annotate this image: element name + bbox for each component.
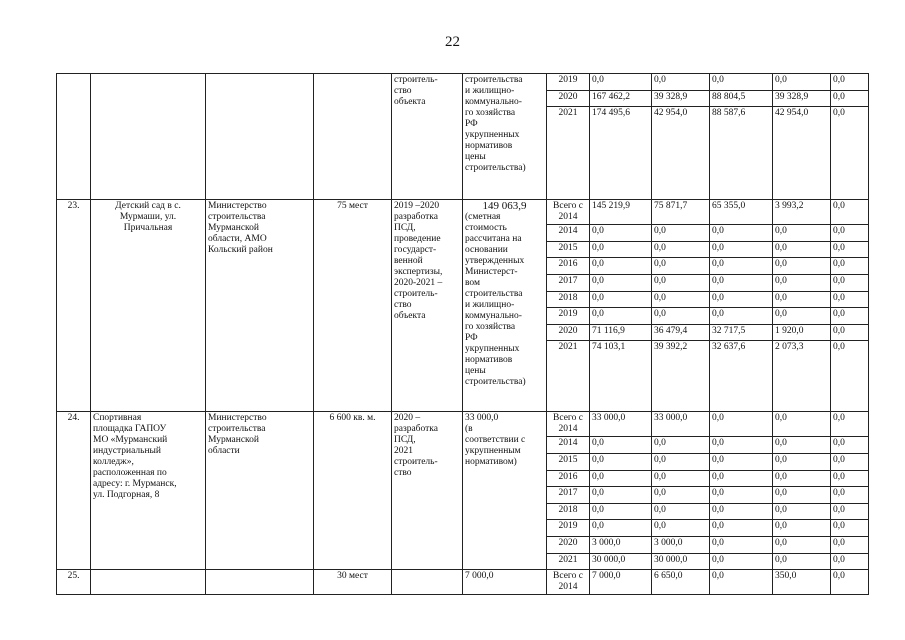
- value-cell: 39 328,9: [652, 90, 710, 107]
- table-row: [57, 74, 869, 91]
- value-cell: 0,0: [831, 453, 869, 470]
- object-name-cell: Спортивная площадка ГАПОУ МО «Мурманский индустриальный колледж», расположенная по адресу: г. Мурманск, ул. Подгорная, 8: [91, 412, 206, 570]
- year-cell: 2014: [547, 437, 590, 454]
- value-cell: 0,0: [831, 258, 869, 275]
- value-cell: 0,0: [773, 274, 831, 291]
- year-cell: 2019: [547, 74, 590, 91]
- value-cell: 0,0: [652, 470, 710, 487]
- customer-cell: Министерство строительства Мурманской области: [206, 412, 314, 570]
- value-cell: 0,0: [590, 291, 652, 308]
- year-cell: 2021: [547, 553, 590, 570]
- cost-note: (в соответствии с укрупненным нормативом): [465, 424, 526, 468]
- value-cell: 88 804,5: [710, 90, 773, 107]
- number-cell: 24.: [57, 412, 91, 570]
- table-row: [57, 412, 869, 437]
- value-cell: 0,0: [590, 453, 652, 470]
- cost-value: 149 063,9: [482, 200, 527, 213]
- value-cell: 0,0: [831, 553, 869, 570]
- value-cell: 0,0: [652, 225, 710, 242]
- value-cell: 0,0: [710, 274, 773, 291]
- value-cell: 350,0: [773, 570, 831, 595]
- value-cell: 0,0: [710, 74, 773, 91]
- value-cell: 0,0: [831, 274, 869, 291]
- value-cell: 39 392,2: [652, 341, 710, 412]
- value-cell: 0,0: [652, 487, 710, 504]
- value-cell: 0,0: [652, 503, 710, 520]
- value-cell: 0,0: [773, 470, 831, 487]
- value-cell: 0,0: [773, 308, 831, 325]
- value-cell: 74 103,1: [590, 341, 652, 412]
- value-cell: 0,0: [773, 453, 831, 470]
- value-cell: 0,0: [590, 274, 652, 291]
- value-cell: 42 954,0: [652, 107, 710, 200]
- cost-value: 7 000,0: [465, 571, 494, 582]
- value-cell: 0,0: [831, 324, 869, 341]
- value-cell: 0,0: [831, 291, 869, 308]
- value-cell: 0,0: [831, 225, 869, 242]
- value-cell: 0,0: [773, 412, 831, 437]
- value-cell: 30 000,0: [652, 553, 710, 570]
- object-name-cell: Детский сад в с. Мурмаши, ул. Причальная: [91, 200, 206, 412]
- value-cell: 0,0: [652, 274, 710, 291]
- year-cell: 2021: [547, 341, 590, 412]
- value-cell: 0,0: [710, 536, 773, 553]
- value-cell: 0,0: [831, 241, 869, 258]
- year-cell: 2016: [547, 470, 590, 487]
- year-cell: 2020: [547, 90, 590, 107]
- value-cell: 0,0: [773, 225, 831, 242]
- value-cell: 0,0: [652, 258, 710, 275]
- value-cell: 0,0: [773, 520, 831, 537]
- value-cell: 0,0: [831, 90, 869, 107]
- value-cell: 0,0: [652, 437, 710, 454]
- table-row: [57, 570, 869, 595]
- value-cell: 0,0: [710, 520, 773, 537]
- number-cell: 25.: [57, 570, 91, 595]
- number-cell: 23.: [57, 200, 91, 412]
- value-cell: 3 000,0: [590, 536, 652, 553]
- mechanism-cell: [392, 570, 463, 595]
- value-cell: 0,0: [831, 470, 869, 487]
- value-cell: 0,0: [590, 308, 652, 325]
- cost-cell: [463, 200, 547, 412]
- year-cell: Всего с 2014: [547, 570, 590, 595]
- capacity-cell: 75 мест: [314, 200, 392, 412]
- value-cell: 0,0: [710, 437, 773, 454]
- value-cell: 0,0: [590, 503, 652, 520]
- number-cell: [57, 74, 91, 200]
- value-cell: 1 920,0: [773, 324, 831, 341]
- year-cell: 2014: [547, 225, 590, 242]
- value-cell: 0,0: [710, 308, 773, 325]
- year-cell: 2015: [547, 241, 590, 258]
- mechanism-cell: 2019 –2020 разработка ПСД, проведение государст- венной экспертизы, 2020-2021 – строитель- ство объекта: [392, 200, 463, 412]
- value-cell: 0,0: [831, 487, 869, 504]
- value-cell: 0,0: [831, 341, 869, 412]
- mechanism-cell: 2020 – разработка ПСД, 2021 строитель- ство: [392, 412, 463, 570]
- value-cell: 0,0: [773, 437, 831, 454]
- value-cell: 88 587,6: [710, 107, 773, 200]
- value-cell: 0,0: [590, 437, 652, 454]
- year-cell: 2018: [547, 503, 590, 520]
- value-cell: 0,0: [590, 241, 652, 258]
- value-cell: 0,0: [652, 74, 710, 91]
- value-cell: 0,0: [773, 536, 831, 553]
- year-cell: Всего с 2014: [547, 412, 590, 437]
- value-cell: 65 355,0: [710, 200, 773, 225]
- value-cell: 0,0: [710, 241, 773, 258]
- year-cell: 2019: [547, 308, 590, 325]
- value-cell: 39 328,9: [773, 90, 831, 107]
- value-cell: 167 462,2: [590, 90, 652, 107]
- customer-cell: Министерство строительства Мурманской области, АМО Кольский район: [206, 200, 314, 412]
- capacity-cell: 30 мест: [314, 570, 392, 595]
- cost-value: 33 000,0: [465, 413, 499, 424]
- value-cell: 0,0: [773, 503, 831, 520]
- value-cell: 0,0: [831, 200, 869, 225]
- year-cell: 2015: [547, 453, 590, 470]
- value-cell: 0,0: [590, 258, 652, 275]
- value-cell: 32 717,5: [710, 324, 773, 341]
- value-cell: 0,0: [710, 258, 773, 275]
- value-cell: 0,0: [831, 503, 869, 520]
- customer-cell: [206, 74, 314, 200]
- value-cell: 0,0: [773, 241, 831, 258]
- value-cell: 0,0: [831, 437, 869, 454]
- value-cell: 3 993,2: [773, 200, 831, 225]
- year-cell: 2016: [547, 258, 590, 275]
- value-cell: 36 479,4: [652, 324, 710, 341]
- value-cell: 6 650,0: [652, 570, 710, 595]
- value-cell: 0,0: [710, 412, 773, 437]
- value-cell: 0,0: [710, 553, 773, 570]
- value-cell: 0,0: [831, 74, 869, 91]
- value-cell: 0,0: [652, 291, 710, 308]
- investment-table: [56, 73, 869, 595]
- object-name-cell: [91, 74, 206, 200]
- value-cell: 0,0: [773, 291, 831, 308]
- value-cell: 0,0: [831, 412, 869, 437]
- value-cell: 0,0: [590, 520, 652, 537]
- value-cell: 145 219,9: [590, 200, 652, 225]
- value-cell: 0,0: [831, 570, 869, 595]
- value-cell: 42 954,0: [773, 107, 831, 200]
- value-cell: 0,0: [652, 453, 710, 470]
- year-cell: 2018: [547, 291, 590, 308]
- value-cell: 0,0: [710, 453, 773, 470]
- value-cell: 0,0: [710, 225, 773, 242]
- capacity-cell: [314, 74, 392, 200]
- cost-note: (сметная стоимость рассчитана на основании утвержденных Министерст- вом строительства и жилищно- коммунально- го хозяйства РФ укрупненных нормативов цены строительства): [465, 212, 526, 388]
- value-cell: 0,0: [590, 225, 652, 242]
- value-cell: 0,0: [831, 107, 869, 200]
- cost-cell: [463, 570, 547, 595]
- value-cell: 0,0: [710, 570, 773, 595]
- value-cell: 0,0: [773, 74, 831, 91]
- year-cell: 2020: [547, 536, 590, 553]
- value-cell: 2 073,3: [773, 341, 831, 412]
- value-cell: 30 000,0: [590, 553, 652, 570]
- value-cell: 33 000,0: [652, 412, 710, 437]
- year-cell: 2019: [547, 520, 590, 537]
- value-cell: 7 000,0: [590, 570, 652, 595]
- value-cell: 0,0: [710, 487, 773, 504]
- value-cell: 0,0: [652, 520, 710, 537]
- value-cell: 0,0: [773, 487, 831, 504]
- year-cell: 2017: [547, 487, 590, 504]
- value-cell: 71 116,9: [590, 324, 652, 341]
- value-cell: 0,0: [831, 536, 869, 553]
- year-cell: Всего с 2014: [547, 200, 590, 225]
- object-name-cell: [91, 570, 206, 595]
- value-cell: 0,0: [590, 487, 652, 504]
- cost-cell: [463, 412, 547, 570]
- year-cell: 2017: [547, 274, 590, 291]
- value-cell: 3 000,0: [652, 536, 710, 553]
- value-cell: 0,0: [590, 470, 652, 487]
- mechanism-cell: строитель- ство объекта: [392, 74, 463, 200]
- value-cell: 0,0: [652, 241, 710, 258]
- value-cell: 174 495,6: [590, 107, 652, 200]
- value-cell: 0,0: [710, 470, 773, 487]
- value-cell: 0,0: [773, 553, 831, 570]
- value-cell: 0,0: [773, 258, 831, 275]
- value-cell: 0,0: [710, 291, 773, 308]
- customer-cell: [206, 570, 314, 595]
- value-cell: 0,0: [710, 503, 773, 520]
- page-number: 22: [445, 34, 460, 50]
- value-cell: 0,0: [831, 308, 869, 325]
- cost-cell: строительства и жилищно- коммунально- го хозяйства РФ укрупненных нормативов цены строительства): [463, 74, 547, 200]
- table-row: [57, 200, 869, 225]
- year-cell: 2021: [547, 107, 590, 200]
- value-cell: 75 871,7: [652, 200, 710, 225]
- capacity-cell: 6 600 кв. м.: [314, 412, 392, 570]
- value-cell: 0,0: [831, 520, 869, 537]
- year-cell: 2020: [547, 324, 590, 341]
- value-cell: 33 000,0: [590, 412, 652, 437]
- value-cell: 32 637,6: [710, 341, 773, 412]
- value-cell: 0,0: [590, 74, 652, 91]
- value-cell: 0,0: [652, 308, 710, 325]
